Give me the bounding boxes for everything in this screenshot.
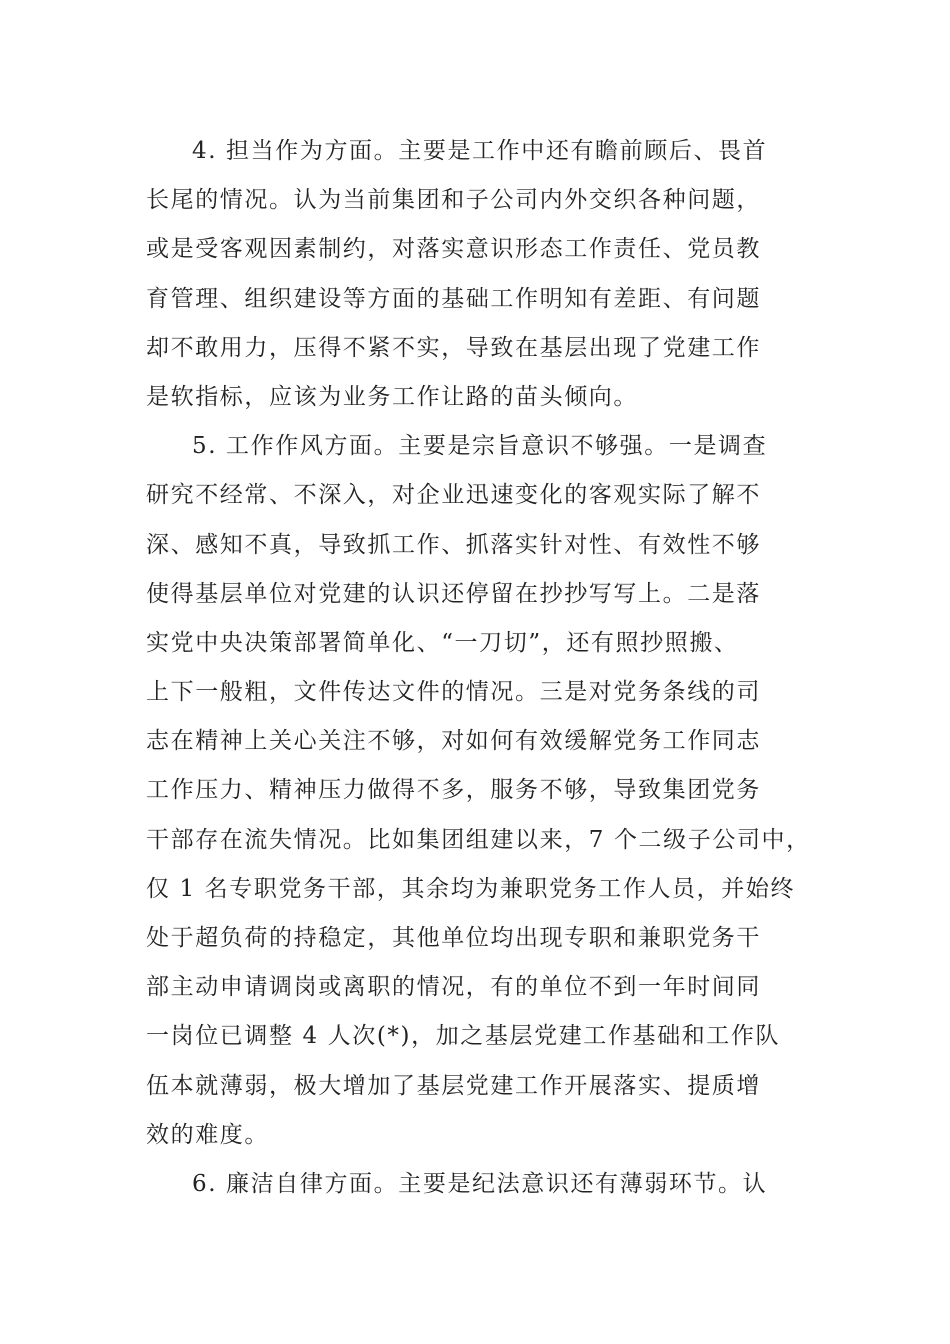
text-line: 志在精神上关心关注不够，对如何有效缓解党务工作同志 [146,728,761,755]
text-line: 一岗位已调整 4 人次(*)，加之基层党建工作基础和工作队 [146,1023,781,1050]
text-line: 却不敢用力，压得不紧不实，导致在基层出现了党建工作 [146,334,761,361]
text-line: 实党中央决策部署简单化、“一刀切”，还有照抄照搬、 [146,629,739,656]
text-line: 6. 廉洁自律方面。主要是纪法意识还有薄弱环节。认 [192,1170,768,1197]
text-line: 或是受客观因素制约，对落实意识形态工作责任、党员教 [146,236,761,263]
text-line: 育管理、组织建设等方面的基础工作明知有差距、有问题 [146,285,761,312]
text-line: 长尾的情况。认为当前集团和子公司内外交织各种问题， [146,187,761,214]
text-line: 是软指标，应该为业务工作让路的苗头倾向。 [146,383,638,410]
text-line: 部主动申请调岗或离职的情况，有的单位不到一年时间同 [146,974,761,1001]
text-line: 干部存在流失情况。比如集团组建以来，7 个二级子公司中， [146,826,811,853]
text-line: 处于超负荷的持稳定，其他单位均出现专职和兼职党务干 [146,925,761,951]
text-line: 使得基层单位对党建的认识还停留在抄抄写写上。二是落 [146,580,761,607]
text-line: 4. 担当作为方面。主要是工作中还有瞻前顾后、畏首 [192,138,768,164]
text-line: 仅 1 名专职党务干部，其余均为兼职党务工作人员，并始终 [146,875,796,902]
document-body [146,127,811,1209]
text-line: 5. 工作作风方面。主要是宗旨意识不够强。一是调查 [192,433,768,460]
paragraph-integrity [146,1160,808,1209]
text-line: 深、感知不真，导致抓工作、抓落实针对性、有效性不够 [146,531,761,558]
text-line: 伍本就薄弱，极大增加了基层党建工作开展落实、提质增 [146,1072,761,1099]
text-line: 效的难度。 [146,1121,269,1148]
text-line: 工作压力、精神压力做得不多，服务不够，导致集团党务 [146,777,761,804]
text-line: 上下一般粗，文件传达文件的情况。三是对党务条线的司 [146,679,761,706]
paragraph-work-style [146,422,811,1160]
paragraph-accountability [146,127,808,422]
text-line: 研究不经常、不深入，对企业迅速变化的客观实际了解不 [146,482,761,509]
